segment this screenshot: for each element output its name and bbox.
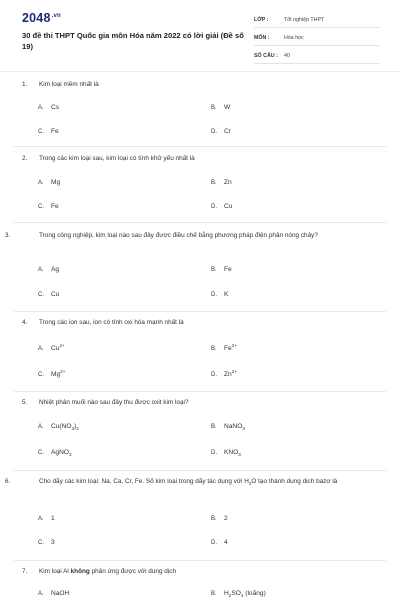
meta-row-class (254, 14, 380, 28)
question-7-stem: 7. Kim loại Al không phản ứng được với dung dịch (22, 568, 177, 575)
question-1-option-a[interactable]: A. Cs (38, 104, 60, 111)
question-divider (14, 311, 386, 312)
question-6-stem: 6. Cho dãy các kim loại: Na, Ca, Cr, Fe. Số kim loại trong dãy tác dụng với $H_2O$ tạo thành dung dịch bazơ là (5, 478, 338, 486)
question-divider (14, 470, 386, 471)
header-divider (0, 71, 400, 72)
question-7-option-a[interactable]: A. NaOH (38, 590, 70, 597)
meta-row-subject (254, 32, 380, 46)
question-3-option-c[interactable]: C. Cu (38, 291, 60, 298)
question-divider (14, 146, 386, 147)
question-3-option-a[interactable]: A. Ag (38, 266, 60, 273)
question-2-option-a[interactable]: A. Mg (38, 179, 61, 186)
meta-value: Hóa học (284, 35, 304, 41)
meta-row-question-count (254, 50, 380, 64)
document-title: 30 đề thi THPT Quốc gia môn Hóa năm 2022 có lời giải (Đề số 19) (22, 31, 244, 51)
meta-value: Tốt nghiệp THPT (284, 17, 325, 23)
question-6-option-c[interactable]: C. 3 (38, 539, 55, 546)
question-4-stem: 4. Trong các ion sau, ion có tính oxi hóa mạnh nhất là (22, 319, 184, 326)
question-7-option-b[interactable]: B. $H_2SO_4$ (loãng) (211, 590, 266, 598)
meta-label: SỐ CÂU : (254, 53, 278, 59)
question-1-option-d[interactable]: D. Cr (211, 128, 231, 135)
question-divider (14, 222, 386, 223)
question-5-option-a[interactable]: A. $Cu(NO_3)_2$ (38, 423, 79, 431)
question-1-option-c[interactable]: C. Fe (38, 128, 59, 135)
question-2-option-c[interactable]: C. Fe (38, 203, 59, 210)
question-divider (14, 391, 386, 392)
question-6-option-a[interactable]: A. 1 (38, 515, 55, 522)
document-meta (254, 14, 380, 68)
question-1-stem: 1. Kim loại mềm nhất là (22, 81, 99, 88)
meta-value: 40 (284, 53, 290, 59)
question-3-option-d[interactable]: D. K (211, 291, 229, 298)
question-4-option-d[interactable]: D. $Zn^{2+}$ (211, 369, 237, 378)
question-4-option-b[interactable]: B. $Fe^{2+}$ (211, 343, 237, 352)
question-1-option-b[interactable]: B. W (211, 104, 231, 111)
meta-label: MÔN : (254, 35, 270, 41)
meta-label: LỚP : (254, 17, 269, 23)
question-6-option-b[interactable]: B. 2 (211, 515, 228, 522)
question-divider (14, 560, 386, 561)
question-6-option-d[interactable]: D. 4 (211, 539, 228, 546)
question-2-option-b[interactable]: B. Zn (211, 179, 232, 186)
question-5-option-d[interactable]: D. $KNO_3$ (211, 449, 241, 457)
question-3-option-b[interactable]: B. Fe (211, 266, 232, 273)
emphasis-text: không (70, 568, 90, 575)
question-5-option-b[interactable]: B. NaNO$_3$ (211, 423, 245, 431)
question-5-option-c[interactable]: C. AgNO$_3$ (38, 449, 72, 457)
document-header (0, 0, 400, 72)
question-5-stem: 5. Nhiệt phân muối nào sau đây thu được oxit kim loại? (22, 399, 189, 406)
question-3-stem: 3. Trong công nghiệp, kim loại nào sau đây được điều chế bằng phương pháp điện phân nóng chảy? (5, 232, 318, 239)
question-2-option-d[interactable]: D. Cu (211, 203, 233, 210)
question-2-stem: 2. Trong các kim loại sau, kim loại có tính khử yếu nhất là (22, 155, 195, 162)
site-logo[interactable]: $2048^{.vn}$ (22, 11, 61, 25)
question-4-option-a[interactable]: A. $Cu^{2+}$ (38, 343, 65, 352)
question-4-option-c[interactable]: C. $Mg^{2+}$ (38, 369, 66, 378)
